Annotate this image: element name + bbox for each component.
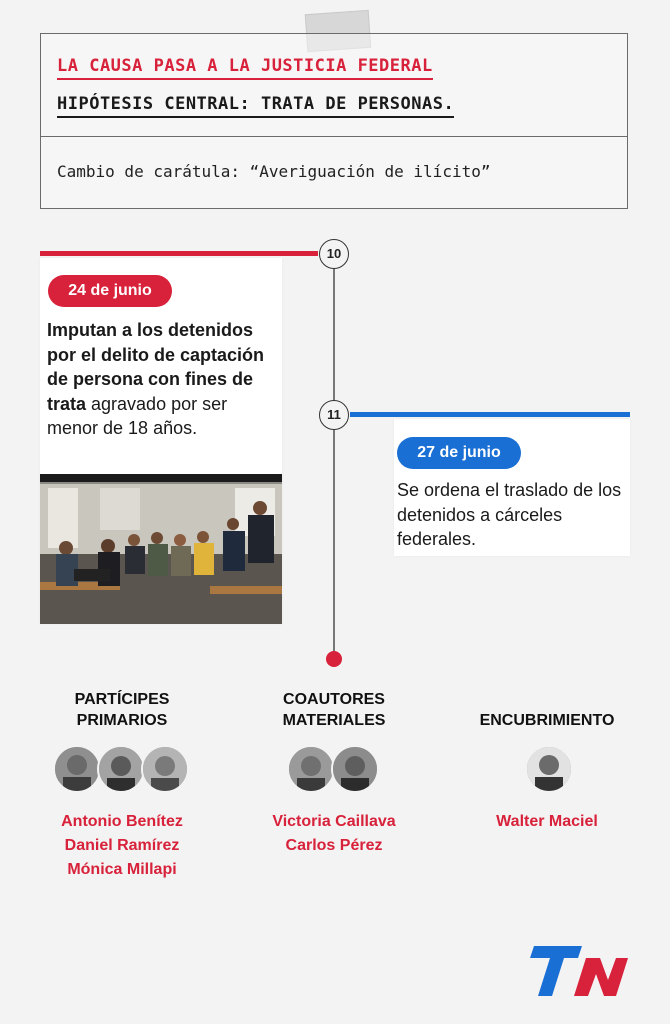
names-participes — [40, 810, 204, 882]
avatar — [141, 745, 189, 793]
person-name: Daniel Ramírez — [64, 837, 180, 854]
person-name: Antonio Benítez — [61, 813, 183, 830]
person-name: Mónica Millapi — [67, 861, 177, 878]
timeline-end-dot — [326, 651, 342, 667]
header-box — [40, 33, 628, 209]
avatars-participes — [53, 745, 189, 793]
person-name: Carlos Pérez — [285, 837, 383, 854]
event-text-june-24 — [47, 318, 279, 441]
avatars-coautores — [287, 745, 379, 793]
event-text-june-27: Se ordena el traslado de los detenidos a cárceles federales. — [397, 480, 622, 549]
timeline-step-10: 10 — [319, 239, 349, 269]
group-title-participes — [40, 689, 204, 731]
header-subtitle: Cambio de carátula: “Averiguación de ilícito” — [57, 162, 491, 181]
group-title-line: PRIMARIOS — [76, 712, 168, 729]
date-badge-june-24: 24 de junio — [48, 275, 172, 307]
avatar — [97, 745, 145, 793]
group-title-line: MATERIALES — [282, 712, 386, 729]
event-card-june-24 — [40, 258, 282, 624]
headline-hypothesis: HIPÓTESIS CENTRAL: TRATA DE PERSONAS. — [57, 94, 454, 118]
tn-logo-mark — [526, 944, 630, 998]
avatar — [53, 745, 101, 793]
courtroom-photo — [40, 474, 282, 624]
avatars-encubrimiento — [525, 745, 573, 793]
timeline-red-connector — [40, 251, 318, 256]
names-coautores — [254, 810, 414, 858]
group-title-line: COAUTORES — [283, 691, 385, 708]
courtroom-photo-image — [40, 474, 282, 624]
date-badge-june-27: 27 de junio — [397, 437, 521, 469]
header-divider — [41, 136, 627, 137]
avatar — [331, 745, 379, 793]
event-card-june-27 — [394, 419, 630, 556]
group-title-line: ENCUBRIMIENTO — [479, 712, 615, 729]
group-title-encubrimiento — [450, 710, 644, 731]
headline-federal: LA CAUSA PASA A LA JUSTICIA FEDERAL — [57, 56, 433, 80]
group-title-line: PARTÍCIPES — [74, 691, 170, 708]
event-text-regular: agravado por ser menor de 18 años. — [47, 393, 228, 438]
person-name: Walter Maciel — [496, 813, 598, 830]
timeline-step-11: 11 — [319, 400, 349, 430]
avatar — [287, 745, 335, 793]
avatar — [525, 745, 573, 793]
group-title-coautores — [254, 689, 414, 731]
tn-logo — [526, 944, 630, 998]
event-text-bold: Imputan a los detenidos por el delito de captación de persona con fines de trata — [47, 320, 265, 414]
timeline-vertical-line — [333, 268, 335, 658]
person-name: Victoria Caillava — [272, 813, 396, 830]
timeline-blue-connector — [350, 412, 630, 417]
names-encubrimiento — [450, 810, 644, 834]
